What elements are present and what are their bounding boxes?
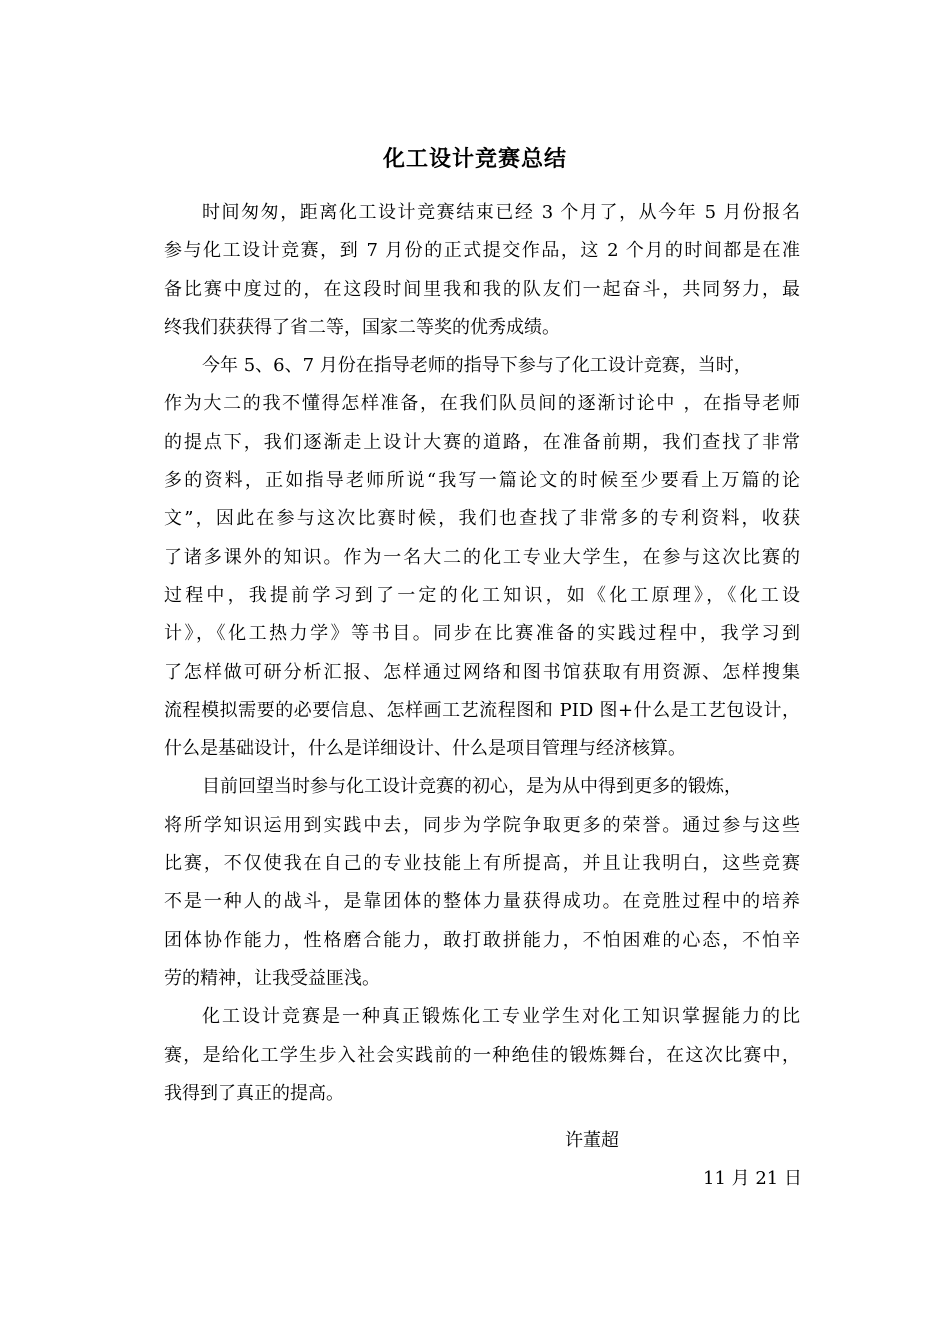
text-line: 不是一种人的战斗，是靠团体的整体力量获得成功。在竞胜过程中的培养 (164, 891, 800, 913)
text-line: 赛，是给化工学生步入社会实践前的一种绝佳的锻炼舞台，在这次比赛中， (164, 1044, 800, 1066)
text-line: 计》，《化工热力学》等书目。同步在比赛准备的实践过程中，我学习到 (164, 623, 800, 645)
text-line: 时间匆匆，距离化工设计竞赛结束已经 3 个月了，从今年 5 月份报名 (202, 202, 800, 223)
text-line: 终我们获获得了省二等，国家二等奖的优秀成绩。 (164, 316, 560, 338)
paragraph (164, 347, 800, 768)
text-line: 作为大二的我不懂得怎样准备，在我们队员间的逐渐讨论中 ，在指导老师 (164, 393, 800, 415)
text-line: 参与化工设计竞赛，到 7 月份的正式提交作品，这 2 个月的时间都是在准 (164, 240, 800, 262)
text-line: 团体协作能力，性格磨合能力，敢打敢拼能力，不怕困难的心态，不怕辛 (164, 929, 800, 951)
document-date: 11 月 21 日 (703, 1168, 802, 1189)
text-line: 备比赛中度过的，在这段时间里我和我的队友们一起奋斗，共同努力，最 (164, 278, 800, 300)
text-line: 劳的精神，让我受益匪浅。 (164, 967, 380, 989)
text-line: 我得到了真正的提高。 (164, 1082, 344, 1104)
text-line: 化工设计竞赛是一种真正锻炼化工专业学生对化工知识掌握能力的比 (202, 1006, 800, 1028)
text-line: 的提点下，我们逐渐走上设计大赛的道路，在准备前期，我们查找了非常 (164, 431, 800, 453)
text-line: 目前回望当时参与化工设计竞赛的初心，是为从中得到更多的锻炼， (202, 776, 742, 798)
text-line: 将所学知识运用到实践中去，同步为学院争取更多的荣誉。通过参与这些 (164, 814, 800, 836)
text-line: 什么是基础设计，什么是详细设计、什么是项目管理与经济核算。 (164, 738, 686, 760)
paragraph (164, 194, 800, 347)
text-line: 了诸多课外的知识。作为一名大二的化工专业大学生，在参与这次比赛的 (164, 546, 800, 568)
document-body (164, 194, 800, 1113)
text-line: 比赛，不仅使我在自己的专业技能上有所提高，并且让我明白，这些竞赛 (164, 853, 800, 875)
document-title: 化工设计竞赛总结 (382, 146, 567, 172)
text-line: 多的资料，正如指导老师所说“我写一篇论文的时候至少要看上万篇的论 (164, 470, 800, 492)
author-signature: 许董超 (565, 1130, 619, 1151)
text-line: 流程模拟需要的必要信息、怎样画工艺流程图和 PID 图+什么是工艺包设计， (164, 699, 800, 721)
text-line: 过程中，我提前学习到了一定的化工知识，如《化工原理》，《化工设 (164, 584, 800, 606)
text-line: 了怎样做可研分析汇报、怎样通过网络和图书馆获取有用资源、怎样搜集 (164, 661, 800, 683)
paragraph (164, 768, 800, 998)
text-line: 今年 5、6、7 月份在指导老师的指导下参与了化工设计竞赛，当时， (202, 355, 752, 377)
text-line: 文”，因此在参与这次比赛时候，我们也查找了非常多的专利资料，收获 (164, 508, 800, 530)
paragraph (164, 998, 800, 1113)
